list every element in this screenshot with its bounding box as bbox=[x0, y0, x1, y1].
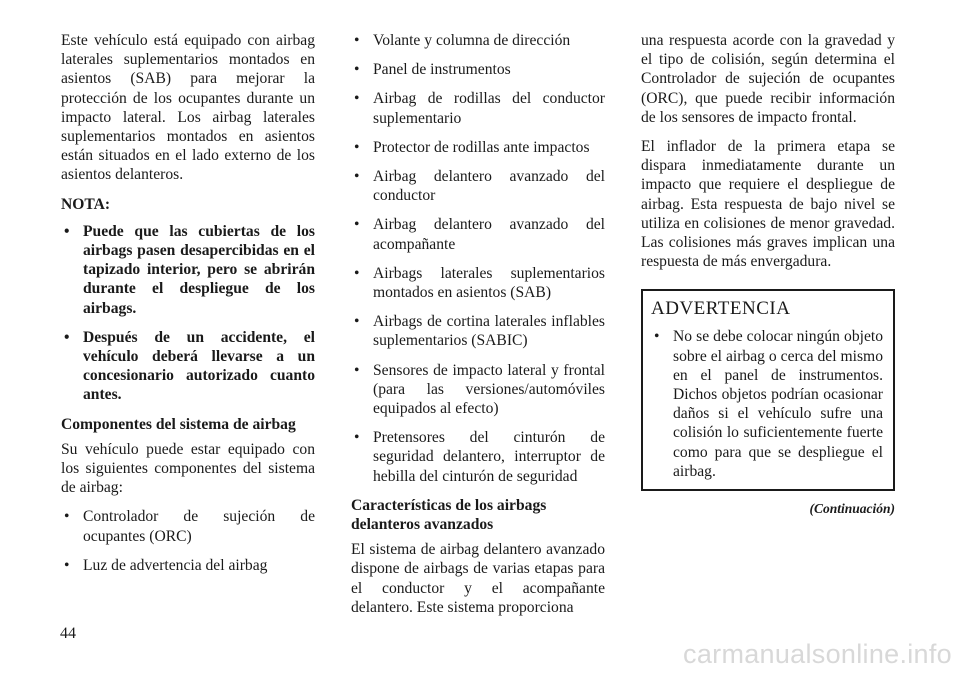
warning-item: • No se debe colocar ningún objeto sobre el airbag o cerca del mismo en el panel de instrumentos. Dichos objetos podrían ocasionar daños si el vehículo sufre una colisión lo suficientemente fuerte como para que se despliegue el airbag. bbox=[651, 327, 883, 481]
warning-box bbox=[641, 289, 895, 491]
list-item: • Airbag de rodillas del conductor suplementario bbox=[351, 89, 605, 127]
warning-list bbox=[651, 327, 883, 481]
advanced-heading: Características de los airbags delanteros avanzados bbox=[351, 496, 547, 534]
list-item: • Sensores de impacto lateral y frontal (para las versiones/automóviles equipados al efecto) bbox=[351, 361, 605, 419]
list-item: • Volante y columna de dirección bbox=[351, 31, 605, 50]
components-intro: Su vehículo puede estar equipado con los siguientes componentes del sistema de airbag: bbox=[61, 440, 315, 497]
paragraph: una respuesta acorde con la gravedad y el tipo de colisión, según determina el Controlador de sujeción de ocupantes (ORC), que puede recibir información de los sensores de impacto frontal. bbox=[641, 32, 895, 126]
components-heading: Componentes del sistema de airbag bbox=[61, 415, 296, 433]
list-item: • Pretensores del cinturón de seguridad delantero, interruptor de hebilla del cinturón de seguridad bbox=[351, 428, 605, 486]
watermark: carmanualsonline.info bbox=[683, 639, 952, 669]
list-item: • Controlador de sujeción de ocupantes (ORC) bbox=[61, 507, 315, 545]
advanced-paragraph: El sistema de airbag delantero avanzado dispone de airbags de varias etapas para el conductor y el acompañante delantero. Este sistema proporciona bbox=[351, 541, 605, 616]
note-list bbox=[61, 222, 315, 405]
list-item: • Protector de rodillas ante impactos bbox=[351, 138, 605, 157]
list-item: • Airbags de cortina laterales inflables suplementarios (SABIC) bbox=[351, 312, 605, 350]
column-middle bbox=[351, 31, 605, 627]
list-item: • Airbag delantero avanzado del acompañante bbox=[351, 215, 605, 253]
list-item: • Airbag delantero avanzado del conductor bbox=[351, 167, 605, 205]
components-list bbox=[61, 507, 315, 575]
page-number: 44 bbox=[60, 625, 76, 642]
note-item: • Después de un accidente, el vehículo deberá llevarse a un concesionario autorizado cuanto antes. bbox=[61, 328, 315, 405]
continued-label: (Continuación) bbox=[809, 501, 895, 517]
column-left bbox=[61, 31, 315, 585]
components-list-continued bbox=[351, 31, 605, 486]
note-label: NOTA: bbox=[61, 195, 111, 213]
warning-title: ADVERTENCIA bbox=[651, 298, 791, 320]
list-item: • Luz de advertencia del airbag bbox=[61, 556, 315, 575]
intro-paragraph: Este vehículo está equipado con airbag laterales suplementarios montados en asientos (SAB) para mejorar la protección de los ocupantes durante un impacto lateral. Los airbag laterales suplementarios montados en asientos están situados en el lado externo de los asientos delanteros. bbox=[61, 32, 315, 184]
list-item: • Panel de instrumentos bbox=[351, 60, 605, 79]
list-item: • Airbags laterales suplementarios montados en asientos (SAB) bbox=[351, 264, 605, 302]
note-item: • Puede que las cubiertas de los airbags pasen desapercibidas en el tapizado interior, pero se abrirán durante el despliegue de los airbags. bbox=[61, 222, 315, 318]
column-right bbox=[641, 31, 895, 518]
paragraph: El inflador de la primera etapa se dispara inmediatamente durante un impacto que requiere el despliegue de airbag. Esta respuesta de bajo nivel se utiliza en colisiones de menor gravedad. Las colisiones más graves implican una respuesta de más envergadura. bbox=[641, 138, 895, 271]
